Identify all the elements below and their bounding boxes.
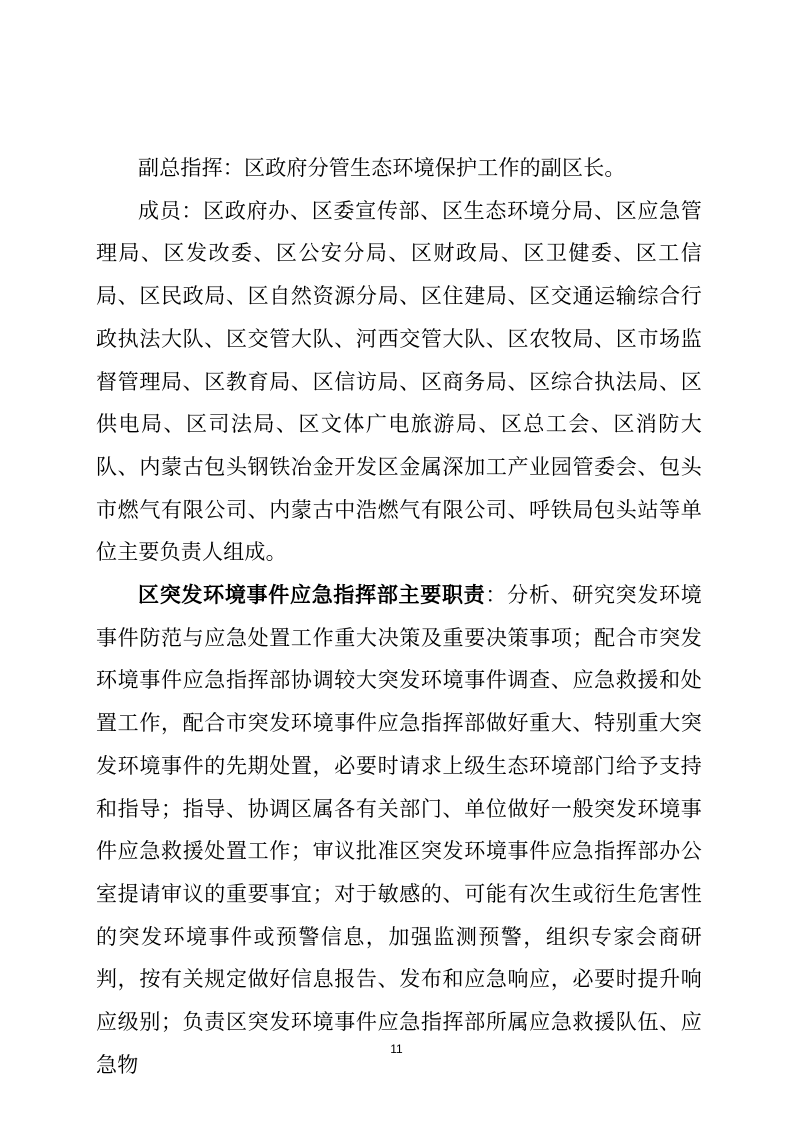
paragraph-text: ：分析、研究突发环境事件防范与应急处置工作重大决策及重要决策事项；配合市突发环境事件应急指挥部协调较大突发环境事件调查、应急救援和处置工作，配合市突发环境事件应急指挥部做好重大、特别重大突发环境事件的先期处置，必要时请求上级生态环境部门给予支持和指导；指导、协调区属各有关部门、单位做好一般突发环境事件应急救援处置工作；审议批准区突发环境事件应急指挥部办公室提请审议的重要事宜；对于敏感的、可能有次生或衍生危害性的突发环境事件或预警信息，加强监测预警，组织专家会商研判，按有关规定做好信息报告、发布和应急响应，必要时提升响应级别；负责区突发环境事件应急指挥部所属应急救援队伍、应急物 bbox=[96, 583, 702, 1077]
paragraph-bold-heading: 区突发环境事件应急指挥部主要职责 bbox=[138, 583, 486, 608]
paragraph-members bbox=[96, 190, 702, 574]
page-number: 11 bbox=[390, 1042, 403, 1056]
document-body bbox=[96, 147, 702, 1086]
paragraph-text: 成员：区政府办、区委宣传部、区生态环境分局、区应急管理局、区发改委、区公安分局、区财政局、区卫健委、区工信局、区民政局、区自然资源分局、区住建局、区交通运输综合行政执法大队、区交管大队、河西交管大队、区农牧局、区市场监督管理局、区教育局、区信访局、区商务局、区综合执法局、区供电局、区司法局、区文体广电旅游局、区总工会、区消防大队、内蒙古包头钢铁冶金开发区金属深加工产业园管委会、包头市燃气有限公司、内蒙古中浩燃气有限公司、呼铁局包头站等单位主要负责人组成。 bbox=[96, 198, 702, 565]
paragraph-text: 副总指挥：区政府分管生态环境保护工作的副区长。 bbox=[138, 156, 626, 180]
paragraph-main-duties bbox=[96, 574, 702, 1086]
paragraph-deputy-commander bbox=[96, 147, 702, 190]
